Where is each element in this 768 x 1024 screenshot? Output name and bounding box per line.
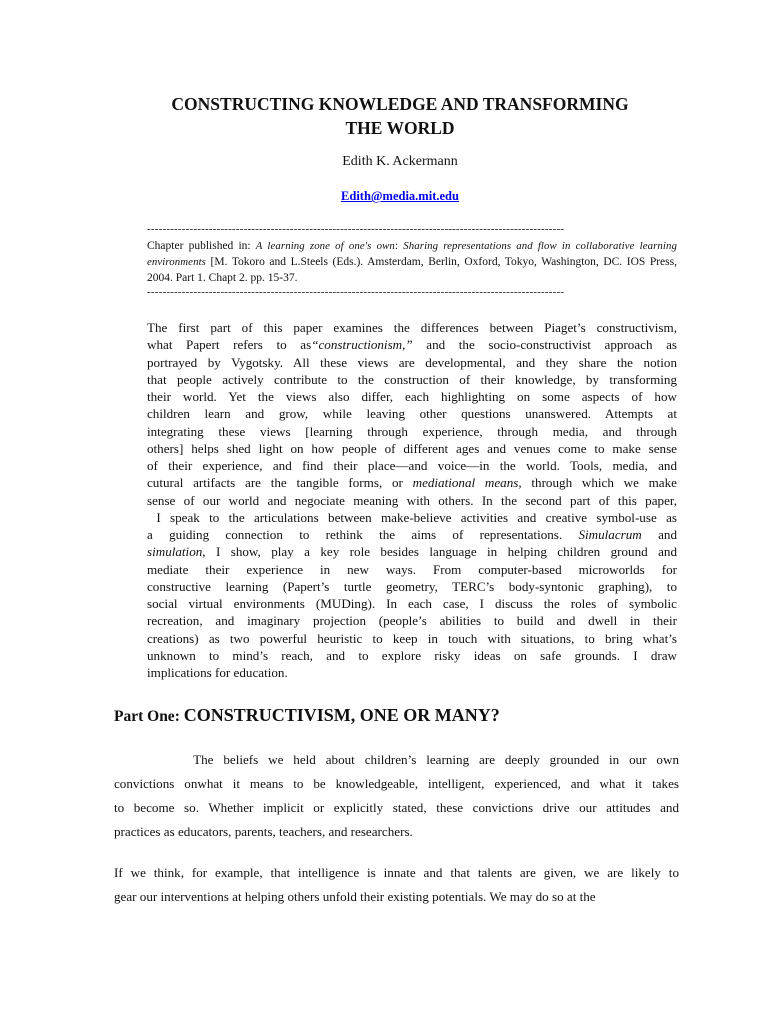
- section-title: CONSTRUCTIVISM, ONE OR MANY?: [183, 705, 500, 725]
- abstract-line: portrayed by Vygotsky. All these views are developmental, and they share the notion: [147, 354, 677, 370]
- abstract-line: a guiding connection to rethink the aims of representations. Simulacrum and: [147, 527, 677, 542]
- author-email-container: [100, 188, 700, 204]
- abstract-line: recreation, and imaginary projection (people’s abilities to build and dwell in their: [147, 613, 677, 629]
- section-heading: [114, 704, 500, 728]
- paper-title: [100, 92, 700, 140]
- publication-colon: :: [394, 240, 404, 252]
- abstract: [147, 319, 677, 681]
- abstract-line: I speak to the articulations between make-believe activities and creative symbol-use as: [147, 509, 677, 525]
- abstract-line: unknown to mind’s reach, and to explore risky ideas on safe grounds. I draw: [147, 647, 677, 663]
- abstract-line: sense of our world and negociate meaning with others. In the second part of this paper,: [147, 492, 677, 508]
- abstract-line: their world. Yet the views also differ, each highlighting on some aspects of how: [147, 389, 677, 404]
- body-paragraph-1: [114, 748, 679, 844]
- abstract-line: others] helps shed light on how people of different ages and venues come to make sense: [147, 440, 677, 456]
- abstract-line: creations) as two powerful heuristic to keep in touch with situations, to bring what’s: [147, 630, 677, 646]
- abstract-line: implications for education.: [147, 665, 288, 680]
- abstract-line: simulation, I show, play a key role besides language in helping children ground and: [147, 544, 677, 560]
- paragraph-2-line: If we think, for example, that intelligence is innate and that talents are given, we are likely to: [114, 865, 679, 880]
- divider-top: ------------------------------------------------------------------------------------------------------------: [147, 223, 565, 235]
- publication-subtitle: Sharing representations and flow in collaborative learning environments: [147, 240, 677, 268]
- abstract-line: that people actively contribute to the construction of their knowledge, by transforming: [147, 371, 677, 387]
- abstract-line: integrating these views [learning through experience, through media, and through: [147, 423, 677, 439]
- paragraph-1-line: to become so. Whether implicit or explicitly stated, these convictions drive our attitudes and: [114, 800, 679, 815]
- publication-details: [M. Tokoro and L.Steels (Eds.). Amsterdam, Berlin, Oxford, Tokyo, Washington, DC. IOS Press, 2004. Part 1. Chapt 2. pp. 15-37.: [147, 256, 677, 284]
- abstract-line: social virtual environments (MUDing). In each case, I discuss the roles of symbolic: [147, 596, 677, 611]
- abstract-line: what Papert refers to as“constructionism,” and the socio-constructivist approach as: [147, 337, 677, 353]
- publication-note: [147, 238, 677, 286]
- title-line-1: CONSTRUCTING KNOWLEDGE AND TRANSFORMING: [171, 94, 629, 114]
- paragraph-2-line: gear our interventions at helping others unfold their existing potentials. We may do so at the: [114, 889, 596, 904]
- paragraph-1-line: convictions onwhat it means to be knowledgeable, intelligent, experienced, and what it takes: [114, 776, 679, 791]
- abstract-line: The first part of this paper examines the differences between Piaget’s constructivism,: [147, 320, 677, 335]
- abstract-line: cutural artifacts are the tangible forms, or mediational means, through which we make: [147, 475, 677, 491]
- divider-bottom: ------------------------------------------------------------------------------------------------------------: [147, 286, 565, 298]
- abstract-line: constructive learning (Papert’s turtle geometry, TERC’s body-syntonic graphing), to: [147, 578, 677, 594]
- publication-prefix: Chapter published in:: [147, 240, 256, 252]
- paragraph-1-line: The beliefs we held about children’s learning are deeply grounded in our own: [114, 752, 679, 767]
- abstract-line: mediate their experience in new ways. From computer-based microworlds for: [147, 561, 677, 577]
- abstract-line: of their experience, and find their place—and voice—in the world. Tools, media, and: [147, 458, 677, 473]
- publication-book-title: A learning zone of one's own: [255, 240, 395, 252]
- paragraph-1-line: practices as educators, parents, teachers, and researchers.: [114, 824, 413, 839]
- abstract-line: children learn and grow, while leaving other questions unanswered. Attempts at: [147, 406, 677, 422]
- author-name: Edith K. Ackermann: [342, 154, 458, 169]
- section-prefix: Part One:: [114, 708, 184, 725]
- body-paragraph-2: [114, 861, 679, 909]
- author-email-link[interactable]: Edith@media.mit.edu: [341, 189, 459, 203]
- title-line-2: THE WORLD: [345, 118, 455, 138]
